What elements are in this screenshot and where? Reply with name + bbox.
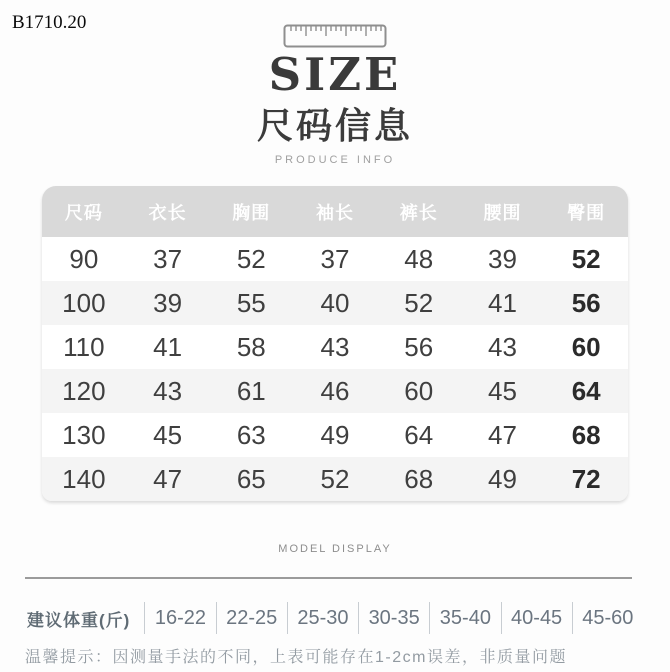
table-cell: 120 [62,375,106,406]
table-cell: 43 [487,331,517,362]
table-cell: 58 [236,331,266,362]
table-cell: 64 [571,375,601,406]
product-code: B1710.20 [12,12,87,33]
table-cell: 60 [404,375,434,406]
size-table [42,186,628,501]
table-cell: 72 [571,463,601,494]
tip-text: 温馨提示：因测量手法的不同，上表可能存在1-2cm误差，非质量问题 [25,649,567,666]
weight-label: 建议体重(斤) [27,610,131,630]
table-cell: 64 [404,419,434,450]
table-cell: 40 [320,287,350,318]
size-table-body [42,237,628,501]
table-cell: 45 [487,375,517,406]
table-cell: 49 [320,419,350,450]
table-cell: 63 [236,419,266,450]
weight-range: 35-40 [429,602,500,634]
table-row [42,369,628,413]
table-cell: 110 [63,331,105,362]
table-cell: 56 [571,287,601,318]
column-header: 袖长 [316,202,355,223]
table-cell: 52 [236,243,266,274]
weight-range: 45-60 [572,602,643,634]
table-cell: 49 [487,463,517,494]
column-header: 裤长 [399,202,438,223]
page-title: 尺码信息 [256,105,413,146]
size-header [0,24,670,166]
table-cell: 100 [62,287,106,318]
table-cell: 43 [320,331,350,362]
table-row [42,237,628,281]
weight-range: 25-30 [287,602,358,634]
size-word: SIZE [268,48,402,101]
table-cell: 47 [153,463,183,494]
table-row [42,457,628,501]
table-cell: 61 [236,375,266,406]
table-cell: 45 [153,419,183,450]
table-cell: 37 [320,243,350,274]
table-cell: 56 [404,331,434,362]
table-cell: 43 [153,375,183,406]
table-cell: 65 [236,463,266,494]
page-subtitle: PRODUCE INFO [274,153,396,166]
weight-range: 16-22 [144,602,215,634]
column-header: 尺码 [64,202,103,223]
table-cell: 39 [153,287,183,318]
table-cell: 41 [487,287,517,318]
section-divider [25,577,632,579]
column-header: 衣长 [148,202,187,223]
table-cell: 55 [236,287,266,318]
ruler-icon [283,24,387,49]
column-header: 臀围 [567,202,606,223]
table-cell: 140 [62,463,106,494]
weight-range: 22-25 [216,602,287,634]
table-cell: 52 [320,463,350,494]
table-cell: 68 [571,419,601,450]
size-table-header [42,186,628,237]
table-cell: 90 [69,243,99,274]
weight-row [25,600,643,636]
table-cell: 60 [571,331,601,362]
column-header: 腰围 [483,202,522,223]
table-cell: 68 [404,463,434,494]
weight-range: 40-45 [501,602,572,634]
table-cell: 130 [62,419,106,450]
table-cell: 39 [487,243,517,274]
table-row [42,413,628,457]
table-cell: 46 [320,375,350,406]
table-cell: 48 [404,243,434,274]
table-cell: 47 [487,419,517,450]
table-cell: 41 [153,331,183,362]
weight-range: 30-35 [358,602,429,634]
weight-ranges [144,602,643,634]
table-cell: 52 [404,287,434,318]
model-display-label: MODEL DISPLAY [278,543,392,555]
table-row [42,281,628,325]
column-header: 胸围 [232,202,271,223]
table-cell: 52 [571,243,601,274]
table-cell: 37 [153,243,183,274]
table-row [42,325,628,369]
